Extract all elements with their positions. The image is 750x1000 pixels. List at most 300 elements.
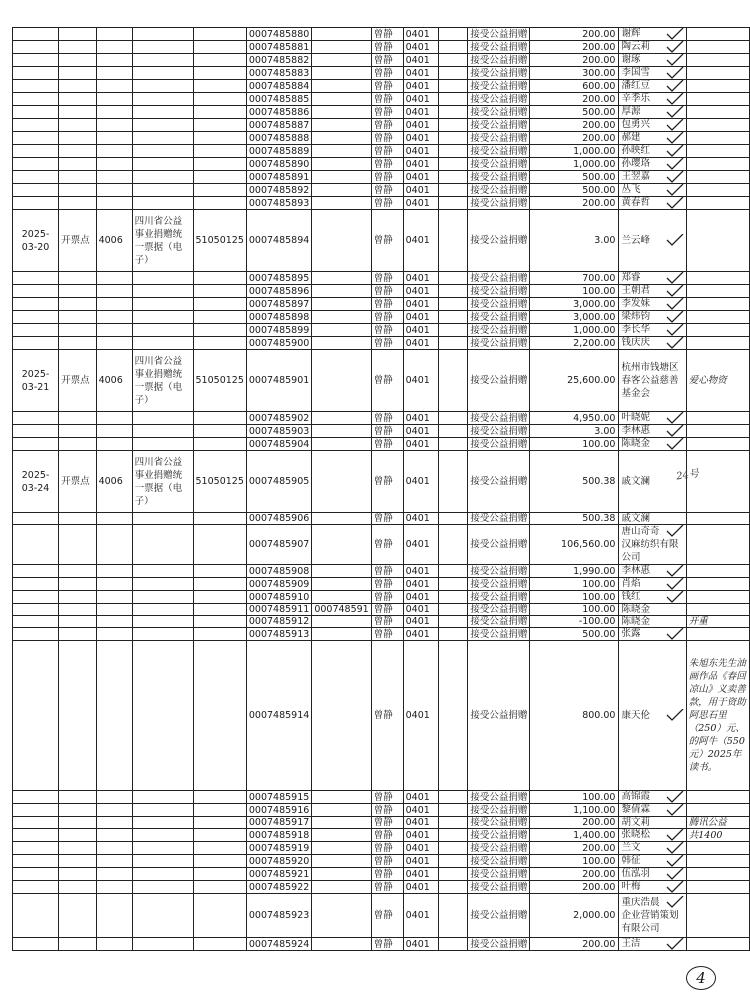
- cell-amount: 100.00: [530, 791, 619, 804]
- cell-no: 0007485892: [246, 184, 311, 197]
- cell-handler: 曾静: [371, 145, 403, 158]
- checkmark-icon: [666, 41, 684, 53]
- cell-blank: [438, 513, 468, 525]
- cell-donor: 高锦霞: [619, 791, 686, 804]
- cell-dept: [96, 298, 132, 311]
- cell-donor: 黎倩霖: [619, 804, 686, 817]
- cell-handler: 曾静: [371, 578, 403, 591]
- cell-dept: [96, 938, 132, 951]
- cell-note: 朱旭东先生油画作品《春回凉山》义卖善款，用于资助阿思石里（250）元、的阿牛（550元）2025年读书。: [686, 641, 749, 791]
- cell-no: 0007485922: [246, 881, 311, 894]
- cell-billtype: 四川省公益事业捐赠统一票据（电子）: [132, 210, 193, 272]
- cell-donor: 王翌嘉: [619, 171, 686, 184]
- table-row: [13, 513, 750, 525]
- cell-blank: [438, 791, 468, 804]
- cell-note: [686, 842, 749, 855]
- cell-dept: [96, 641, 132, 791]
- cell-blank: [438, 438, 468, 451]
- checkmark-icon: [666, 425, 684, 437]
- cell-office: [59, 119, 96, 132]
- cell-blank: [438, 591, 468, 604]
- cell-amount: 500.00: [530, 184, 619, 197]
- cell-amount: 1,400.00: [530, 829, 619, 842]
- cell-type: 接受公益捐赠: [468, 791, 530, 804]
- table-row: [13, 184, 750, 197]
- cell-donor: 陈晓金: [619, 604, 686, 616]
- cell-no: 0007485923: [246, 894, 311, 938]
- cell-donor: 戚文澜: [619, 451, 686, 513]
- cell-date: [13, 438, 59, 451]
- cell-date: [13, 197, 59, 210]
- cell-date: [13, 93, 59, 106]
- cell-code: 0401: [403, 412, 438, 425]
- cell-note: 开重: [686, 616, 749, 628]
- cell-date: [13, 817, 59, 829]
- cell-billcode: [193, 817, 246, 829]
- cell-note: [686, 451, 749, 513]
- cell-billtype: [132, 616, 193, 628]
- checkmark-icon: [666, 868, 684, 880]
- cell-date: [13, 513, 59, 525]
- cell-note: [686, 881, 749, 894]
- cell-office: [59, 604, 96, 616]
- cell-billcode: [193, 894, 246, 938]
- cell-billcode: [193, 938, 246, 951]
- cell-no: 0007485890: [246, 158, 311, 171]
- cell-office: [59, 438, 96, 451]
- cell-code: 0401: [403, 67, 438, 80]
- cell-donor: 谢琢: [619, 54, 686, 67]
- cell-no: 0007485906: [246, 513, 311, 525]
- cell-donor: 李国雪: [619, 67, 686, 80]
- cell-blank: [438, 641, 468, 791]
- cell-note: [686, 311, 749, 324]
- cell-amount: 700.00: [530, 272, 619, 285]
- cell-note: 爱心物资: [686, 350, 749, 412]
- cell-donor: 康天伦: [619, 641, 686, 791]
- cell-blank: [438, 80, 468, 93]
- cell-blank: [438, 804, 468, 817]
- cell-blank: [438, 210, 468, 272]
- checkmark-icon: [666, 525, 684, 537]
- cell-amount: 100.00: [530, 578, 619, 591]
- cell-handler: 曾静: [371, 197, 403, 210]
- checkmark-icon: [666, 855, 684, 867]
- cell-no: 0007485886: [246, 106, 311, 119]
- cell-office: [59, 525, 96, 565]
- cell-date: [13, 616, 59, 628]
- cell-donor: 张晓松: [619, 829, 686, 842]
- cell-amount: 1,000.00: [530, 324, 619, 337]
- table-row: [13, 93, 750, 106]
- cell-type: 接受公益捐赠: [468, 513, 530, 525]
- cell-date: 2025-03-21: [13, 350, 59, 412]
- cell-code: 0401: [403, 272, 438, 285]
- cell-office: [59, 158, 96, 171]
- cell-date: [13, 868, 59, 881]
- cell-billtype: [132, 67, 193, 80]
- cell-handler: 曾静: [371, 184, 403, 197]
- cell-office: [59, 106, 96, 119]
- cell-ref: [312, 616, 371, 628]
- cell-type: 接受公益捐赠: [468, 298, 530, 311]
- checkmark-icon: [666, 591, 684, 603]
- cell-blank: [438, 67, 468, 80]
- cell-donor: 李林惠: [619, 425, 686, 438]
- checkmark-icon: [666, 80, 684, 92]
- cell-blank: [438, 311, 468, 324]
- cell-ref: [312, 145, 371, 158]
- cell-donor: 潘红豆: [619, 80, 686, 93]
- cell-note: [686, 628, 749, 641]
- cell-dept: [96, 412, 132, 425]
- page-number: 4: [686, 966, 716, 990]
- cell-code: 0401: [403, 106, 438, 119]
- cell-blank: [438, 855, 468, 868]
- cell-code: 0401: [403, 28, 438, 41]
- table-row: [13, 591, 750, 604]
- cell-handler: 曾静: [371, 842, 403, 855]
- cell-billtype: [132, 868, 193, 881]
- cell-amount: 200.00: [530, 197, 619, 210]
- cell-handler: 曾静: [371, 106, 403, 119]
- cell-blank: [438, 451, 468, 513]
- cell-type: 接受公益捐赠: [468, 938, 530, 951]
- cell-handler: 曾静: [371, 311, 403, 324]
- cell-billcode: 51050125: [193, 451, 246, 513]
- cell-billcode: [193, 171, 246, 184]
- cell-office: [59, 324, 96, 337]
- cell-donor: 李长华: [619, 324, 686, 337]
- cell-billcode: [193, 285, 246, 298]
- cell-blank: [438, 28, 468, 41]
- cell-dept: [96, 578, 132, 591]
- cell-handler: 曾静: [371, 210, 403, 272]
- cell-blank: [438, 425, 468, 438]
- cell-office: [59, 93, 96, 106]
- cell-billtype: [132, 604, 193, 616]
- cell-date: [13, 604, 59, 616]
- cell-billtype: [132, 842, 193, 855]
- cell-note: [686, 412, 749, 425]
- cell-billcode: [193, 842, 246, 855]
- cell-note: [686, 938, 749, 951]
- cell-billcode: [193, 132, 246, 145]
- cell-office: [59, 804, 96, 817]
- cell-blank: [438, 868, 468, 881]
- cell-dept: [96, 80, 132, 93]
- checkmark-icon: [666, 565, 684, 577]
- cell-ref: [312, 641, 371, 791]
- cell-type: 接受公益捐赠: [468, 829, 530, 842]
- cell-ref: [312, 578, 371, 591]
- handwritten-mark: 24号: [675, 468, 700, 483]
- cell-date: [13, 578, 59, 591]
- cell-billtype: 四川省公益事业捐赠统一票据（电子）: [132, 350, 193, 412]
- cell-office: 开票点: [59, 350, 96, 412]
- cell-donor: 梁炜钧: [619, 311, 686, 324]
- cell-type: 接受公益捐赠: [468, 412, 530, 425]
- cell-ref: [312, 28, 371, 41]
- cell-code: 0401: [403, 641, 438, 791]
- cell-no: 0007485883: [246, 67, 311, 80]
- checkmark-icon: [666, 93, 684, 105]
- cell-type: 接受公益捐赠: [468, 158, 530, 171]
- cell-dept: [96, 272, 132, 285]
- cell-no: 0007485911: [246, 604, 311, 616]
- cell-date: [13, 525, 59, 565]
- cell-billcode: [193, 28, 246, 41]
- cell-handler: 曾静: [371, 54, 403, 67]
- cell-amount: 300.00: [530, 67, 619, 80]
- cell-donor: 辛季乐: [619, 93, 686, 106]
- cell-donor: 钱红: [619, 591, 686, 604]
- cell-date: [13, 938, 59, 951]
- cell-office: [59, 41, 96, 54]
- cell-code: 0401: [403, 324, 438, 337]
- cell-billtype: [132, 938, 193, 951]
- table-row: [13, 145, 750, 158]
- cell-handler: 曾静: [371, 438, 403, 451]
- cell-handler: 曾静: [371, 641, 403, 791]
- cell-no: 0007485915: [246, 791, 311, 804]
- cell-type: 接受公益捐赠: [468, 145, 530, 158]
- cell-amount: 200.00: [530, 28, 619, 41]
- checkmark-icon: [666, 829, 684, 841]
- cell-handler: 曾静: [371, 350, 403, 412]
- cell-no: 0007485894: [246, 210, 311, 272]
- checkmark-icon: [666, 311, 684, 323]
- cell-code: 0401: [403, 565, 438, 578]
- cell-date: [13, 158, 59, 171]
- checkmark-icon: [666, 881, 684, 893]
- cell-ref: [312, 80, 371, 93]
- cell-billtype: [132, 80, 193, 93]
- cell-donor: 伍泓羽: [619, 868, 686, 881]
- cell-ref: [312, 298, 371, 311]
- cell-no: 0007485896: [246, 285, 311, 298]
- cell-code: 0401: [403, 855, 438, 868]
- table-row: [13, 604, 750, 616]
- cell-amount: 3,000.00: [530, 311, 619, 324]
- cell-handler: 曾静: [371, 628, 403, 641]
- cell-code: 0401: [403, 616, 438, 628]
- cell-note: [686, 272, 749, 285]
- cell-billcode: [193, 804, 246, 817]
- cell-billtype: [132, 425, 193, 438]
- cell-billtype: [132, 881, 193, 894]
- cell-type: 接受公益捐赠: [468, 616, 530, 628]
- cell-type: 接受公益捐赠: [468, 817, 530, 829]
- cell-ref: [312, 132, 371, 145]
- cell-handler: 曾静: [371, 616, 403, 628]
- cell-dept: [96, 171, 132, 184]
- checkmark-icon: [666, 28, 684, 40]
- cell-office: [59, 171, 96, 184]
- checkmark-icon: [666, 234, 684, 246]
- cell-code: 0401: [403, 311, 438, 324]
- cell-code: 0401: [403, 604, 438, 616]
- cell-billtype: [132, 641, 193, 791]
- cell-blank: [438, 171, 468, 184]
- cell-code: 0401: [403, 938, 438, 951]
- cell-ref: [312, 628, 371, 641]
- table-row: [13, 817, 750, 829]
- cell-billcode: [193, 93, 246, 106]
- cell-no: 0007485921: [246, 868, 311, 881]
- cell-date: [13, 842, 59, 855]
- cell-note: [686, 894, 749, 938]
- cell-date: [13, 881, 59, 894]
- cell-amount: 500.00: [530, 628, 619, 641]
- checkmark-icon: [666, 197, 684, 209]
- table-row: [13, 210, 750, 272]
- cell-dept: [96, 285, 132, 298]
- cell-code: 0401: [403, 210, 438, 272]
- cell-note: [686, 337, 749, 350]
- cell-donor: 重庆浩晨企业营销策划有限公司: [619, 894, 686, 938]
- cell-donor: 韩征: [619, 855, 686, 868]
- cell-donor: 张露: [619, 628, 686, 641]
- cell-office: [59, 28, 96, 41]
- cell-note: [686, 54, 749, 67]
- cell-amount: 800.00: [530, 641, 619, 791]
- cell-handler: 曾静: [371, 513, 403, 525]
- cell-handler: 曾静: [371, 804, 403, 817]
- cell-donor: 陈晓金: [619, 438, 686, 451]
- table-row: [13, 311, 750, 324]
- cell-ref: [312, 412, 371, 425]
- cell-ref: [312, 868, 371, 881]
- cell-no: 0007485904: [246, 438, 311, 451]
- cell-note: [686, 791, 749, 804]
- cell-date: [13, 591, 59, 604]
- cell-note: [686, 197, 749, 210]
- cell-office: [59, 184, 96, 197]
- cell-code: 0401: [403, 817, 438, 829]
- cell-blank: [438, 145, 468, 158]
- cell-code: 0401: [403, 285, 438, 298]
- table-row: [13, 158, 750, 171]
- cell-blank: [438, 272, 468, 285]
- cell-ref: [312, 817, 371, 829]
- table-row: [13, 894, 750, 938]
- cell-note: [686, 132, 749, 145]
- cell-billtype: [132, 106, 193, 119]
- cell-code: 0401: [403, 350, 438, 412]
- cell-code: 0401: [403, 804, 438, 817]
- cell-ref: [312, 791, 371, 804]
- cell-billtype: [132, 272, 193, 285]
- cell-donor: 厚源: [619, 106, 686, 119]
- cell-billcode: [193, 578, 246, 591]
- cell-amount: 100.00: [530, 285, 619, 298]
- cell-donor: 丛飞: [619, 184, 686, 197]
- cell-handler: 曾静: [371, 565, 403, 578]
- cell-billcode: [193, 145, 246, 158]
- cell-note: [686, 868, 749, 881]
- cell-office: [59, 197, 96, 210]
- cell-blank: [438, 119, 468, 132]
- cell-billtype: [132, 578, 193, 591]
- cell-dept: [96, 119, 132, 132]
- cell-type: 接受公益捐赠: [468, 881, 530, 894]
- cell-note: [686, 525, 749, 565]
- cell-date: [13, 894, 59, 938]
- cell-office: [59, 272, 96, 285]
- cell-no: 0007485908: [246, 565, 311, 578]
- cell-dept: [96, 311, 132, 324]
- cell-handler: 曾静: [371, 525, 403, 565]
- checkmark-icon: [666, 337, 684, 349]
- cell-amount: 200.00: [530, 41, 619, 54]
- cell-billtype: 四川省公益事业捐赠统一票据（电子）: [132, 451, 193, 513]
- cell-type: 接受公益捐赠: [468, 641, 530, 791]
- cell-note: [686, 184, 749, 197]
- cell-note: [686, 41, 749, 54]
- cell-code: 0401: [403, 132, 438, 145]
- cell-no: 0007485897: [246, 298, 311, 311]
- cell-ref: [312, 41, 371, 54]
- cell-code: 0401: [403, 842, 438, 855]
- cell-dept: [96, 93, 132, 106]
- cell-note: [686, 804, 749, 817]
- checkmark-icon: [666, 272, 684, 284]
- cell-code: 0401: [403, 184, 438, 197]
- cell-amount: 200.00: [530, 93, 619, 106]
- checkmark-icon: [666, 896, 684, 908]
- cell-donor: 王朝君: [619, 285, 686, 298]
- cell-amount: 1,100.00: [530, 804, 619, 817]
- cell-ref: [312, 425, 371, 438]
- cell-date: [13, 425, 59, 438]
- cell-no: 0007485914: [246, 641, 311, 791]
- cell-blank: [438, 894, 468, 938]
- cell-type: 接受公益捐赠: [468, 578, 530, 591]
- cell-ref: [312, 842, 371, 855]
- cell-type: 接受公益捐赠: [468, 272, 530, 285]
- cell-handler: 曾静: [371, 604, 403, 616]
- cell-no: 0007485895: [246, 272, 311, 285]
- cell-ref: [312, 513, 371, 525]
- checkmark-icon: [666, 804, 684, 816]
- cell-blank: [438, 881, 468, 894]
- cell-no: 0007485905: [246, 451, 311, 513]
- cell-note: 共1400: [686, 829, 749, 842]
- cell-billcode: 51050125: [193, 350, 246, 412]
- cell-blank: [438, 412, 468, 425]
- cell-ref: [312, 171, 371, 184]
- checkmark-icon: [666, 119, 684, 131]
- cell-code: 0401: [403, 525, 438, 565]
- cell-billcode: [193, 54, 246, 67]
- cell-handler: 曾静: [371, 28, 403, 41]
- cell-billtype: [132, 311, 193, 324]
- cell-blank: [438, 616, 468, 628]
- table-row: [13, 350, 750, 412]
- table-row: [13, 565, 750, 578]
- cell-type: 接受公益捐赠: [468, 119, 530, 132]
- cell-ref: [312, 829, 371, 842]
- cell-blank: [438, 324, 468, 337]
- cell-dept: [96, 425, 132, 438]
- cell-billcode: [193, 868, 246, 881]
- checkmark-icon: [666, 412, 684, 424]
- cell-blank: [438, 817, 468, 829]
- cell-amount: 2,200.00: [530, 337, 619, 350]
- cell-type: 接受公益捐赠: [468, 525, 530, 565]
- cell-billcode: [193, 616, 246, 628]
